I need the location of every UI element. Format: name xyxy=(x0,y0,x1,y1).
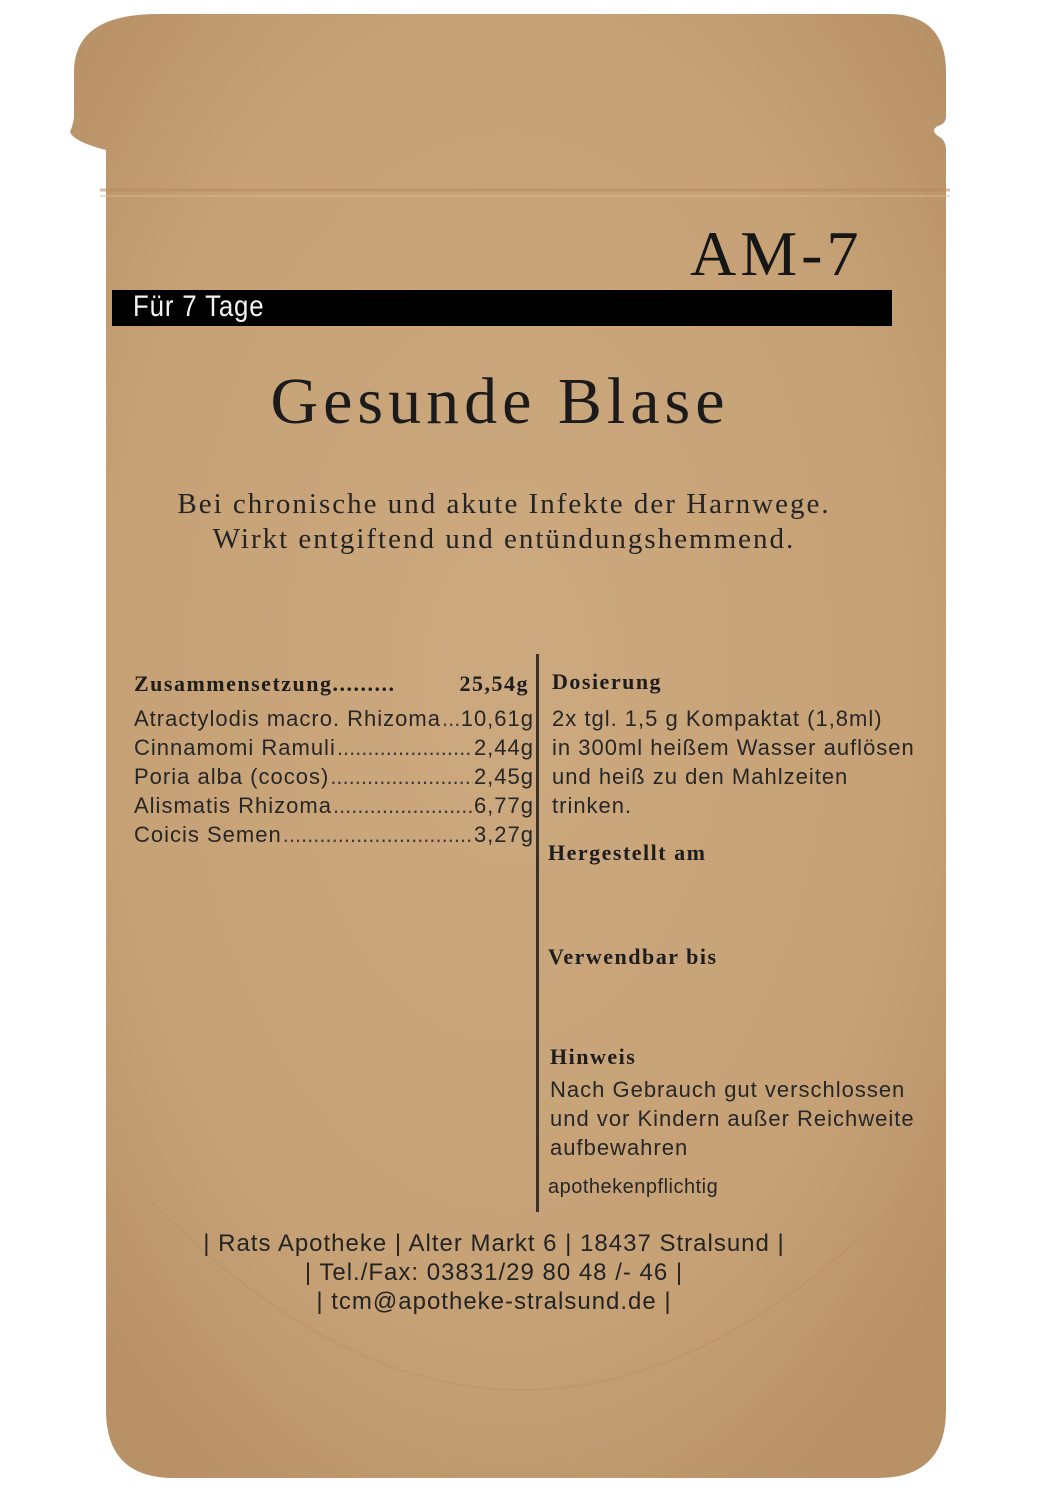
product-title: Gesunde Blase xyxy=(270,365,730,438)
dot-leader xyxy=(330,762,473,791)
ingredient-row xyxy=(134,791,534,820)
ingredient-amount: 6,77g xyxy=(473,793,534,818)
notice-line: aufbewahren xyxy=(550,1135,689,1160)
dosage-heading: Dosierung xyxy=(552,669,663,694)
dot-leader xyxy=(283,820,473,849)
composition-heading-label: Zusammensetzung......... xyxy=(134,671,396,696)
ingredient-name: Alismatis Rhizoma xyxy=(134,793,332,818)
ingredient-amount: 2,45g xyxy=(473,764,534,789)
notice-line: Nach Gebrauch gut verschlossen xyxy=(550,1077,906,1102)
ingredient-amount: 10,61g xyxy=(460,706,534,731)
ingredient-row xyxy=(134,762,534,791)
column-divider xyxy=(536,654,539,1212)
manufactured-heading: Hergestellt am xyxy=(548,840,707,865)
ingredient-row xyxy=(134,704,534,733)
ingredient-amount: 3,27g xyxy=(473,822,534,847)
footer-phone: | Tel./Fax: 03831/29 80 48 /- 46 | xyxy=(304,1259,684,1286)
dosage-line: trinken. xyxy=(552,793,633,818)
dosage-line: und heiß zu den Mahlzeiten xyxy=(552,764,849,789)
ingredient-row xyxy=(134,820,534,849)
ingredient-name: Atractylodis macro. Rhizoma xyxy=(134,706,441,731)
notice-heading: Hinweis xyxy=(550,1044,637,1069)
dot-leader xyxy=(337,733,473,762)
expiry-heading: Verwendbar bis xyxy=(548,944,718,969)
subtitle-line-2: Wirkt entgiftend und entündungshemmend. xyxy=(212,523,796,555)
ingredient-name: Coicis Semen xyxy=(134,822,282,847)
dosage-instructions xyxy=(552,704,915,820)
ingredient-list xyxy=(134,704,534,849)
dosage-line: 2x tgl. 1,5 g Kompaktat (1,8ml) xyxy=(552,706,883,731)
duration-label: Für 7 Tage xyxy=(133,290,265,323)
subtitle-line-1: Bei chronische und akute Infekte der Harnwege. xyxy=(177,488,831,520)
notice-text xyxy=(550,1075,915,1162)
ingredient-row xyxy=(134,733,534,762)
dot-leader xyxy=(333,791,473,820)
footer-address: | Rats Apotheke | Alter Markt 6 | 18437 Stralsund | xyxy=(203,1230,785,1257)
footer-email: | tcm@apotheke-stralsund.de | xyxy=(316,1288,672,1315)
prescription-note: apothekenpflichtig xyxy=(548,1176,719,1198)
notice-line: und vor Kindern außer Reichweite xyxy=(550,1106,915,1131)
ingredient-amount: 2,44g xyxy=(473,735,534,760)
composition-total: 25,54g xyxy=(459,671,529,696)
product-code: AM-7 xyxy=(690,218,863,289)
ingredient-name: Poria alba (cocos) xyxy=(134,764,330,789)
dosage-line: in 300ml heißem Wasser auflösen xyxy=(552,735,915,760)
composition-heading xyxy=(134,670,529,698)
dot-leader xyxy=(442,704,460,733)
ingredient-name: Cinnamomi Ramuli xyxy=(134,735,336,760)
